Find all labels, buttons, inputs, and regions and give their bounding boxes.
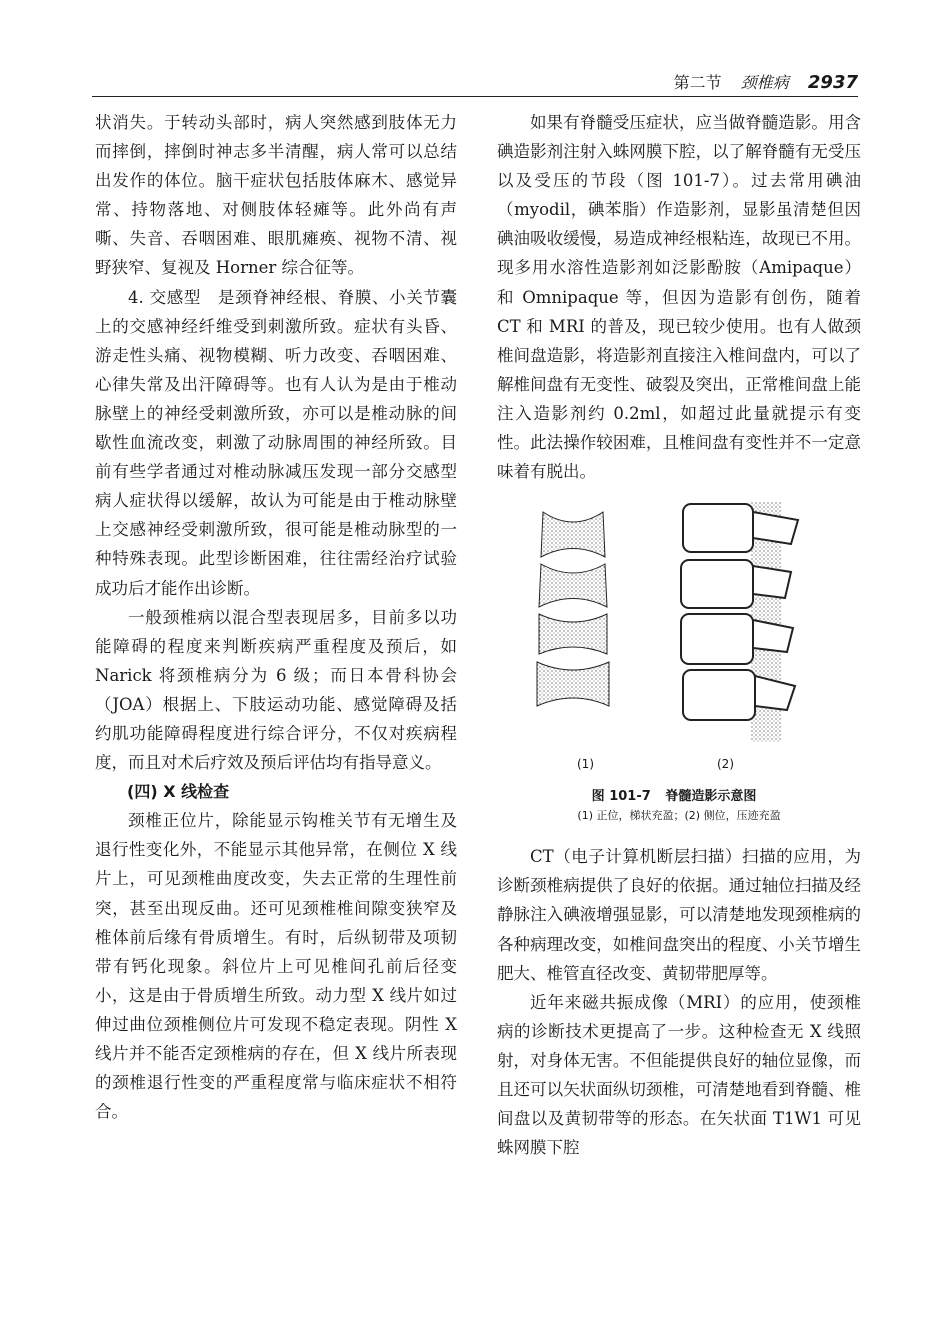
- paragraph: 4. 交感型 是颈脊神经根、脊膜、小关节囊上的交感神经纤维受到刺激所致。症状有头昏、游走性头痛、视物模糊、听力改变、吞咽困难、心律失常及出汗障碍等。也有人认为是由于椎动脉壁上的神经受刺激所致，亦可以是椎动脉的间歇性血流改变，刺激了动脉周围的神经所致。目前有些学者通过对椎动脉减压发现一部分交感型病人症状得以缓解，故认为可能是由于椎动脉壁上交感神经受刺激所致，很可能是椎动脉型的一种特殊表现。此型诊断困难，往往需经治疗试验成功后才能作出诊断。: [95, 287, 457, 598]
- figure-caption: [497, 787, 861, 824]
- contrast-segment: [541, 512, 605, 557]
- figure-subcaption: (1) 正位，梯状充盈；(2) 侧位，压迹充盈: [577, 809, 781, 823]
- spinous-process: [755, 676, 795, 710]
- paragraph: 近年来磁共振成像（MRI）的应用，使颈椎病的诊断技术更提高了一步。这种检查无 X 线照射，对身体无害。不但能提供良好的轴位显像，而且还可以矢状面纵切颈椎，可清楚地看到脊髓、椎间盘以及黄韧带等的形态。在矢状面 T1W1 可见蛛网膜下腔: [497, 992, 861, 1158]
- page-number: 2937: [807, 72, 858, 93]
- spinous-process: [753, 620, 793, 652]
- paragraph: 颈椎正位片，除能显示钩椎关节有无增生及退行性变化外，不能显示其他异常，在侧位 X 线片上，可见颈椎曲度改变，失去正常的生理性前突，甚至出现反曲。还可见颈椎椎间隙变狭窄及椎体前后缘有骨质增生。有时，后纵韧带及项韧带有钙化现象。斜位片上可见椎间孔前后径变小，这是由于骨质增生所致。动力型 X 线片如过伸过曲位颈椎侧位片可发现不稳定表现。阴性 X 线片并不能否定颈椎病的存在，但 X 线片所表现的颈椎退行性变的严重程度常与临床症状不相符合。: [95, 811, 457, 1122]
- contrast-segment: [539, 614, 607, 654]
- right-column: [497, 108, 861, 1162]
- vertebral-body: [681, 560, 753, 608]
- paragraph: 状消失。于转动头部时，病人突然感到肢体无力而摔倒，摔倒时神志多半清醒，病人常可以总结出发作的体位。脑干症状包括肢体麻木、感觉异常、持物落地、对侧肢体轻瘫等。此外尚有声嘶、失音、吞咽困难、眼肌瘫痪、视物不清、视野狭窄、复视及 Horner 综合征等。: [95, 113, 457, 278]
- left-column: [95, 108, 457, 1126]
- contrast-segment: [539, 564, 607, 607]
- figure-number: 图 101-7: [591, 789, 651, 805]
- figure-panel-label: (1): [577, 757, 594, 772]
- spinous-process: [753, 566, 791, 598]
- myelography-illustration: [523, 502, 823, 742]
- contrast-segment: [537, 662, 609, 706]
- paragraph: 如果有脊髓受压症状，应当做脊髓造影。用含碘造影剂注射入蛛网膜下腔，以了解脊髓有无受压以及受压的节段（图 101-7）。过去常用碘油（myodil，碘苯脂）作造影剂，显影虽清楚但因碘油吸收缓慢，易造成神经根粘连，故现已不用。现多用水溶性造影剂如泛影酚胺（Amipaque）和 Omnipaque 等，但因为造影有创伤，随着 CT 和 MRI 的普及，现已较少使用。也有人做颈椎间盘造影，将造影剂直接注入椎间盘内，可以了解椎间盘有无变性、破裂及突出，正常椎间盘上能注入造影剂约 0.2ml，如超过此量就提示有变性。此法操作较困难，且椎间盘有变性并不一定意味着有脱出。: [497, 113, 861, 482]
- ap-view-panel: [537, 512, 609, 706]
- figure-panel-label: (2): [717, 757, 734, 772]
- section-heading: (四) X 线检查: [127, 782, 230, 802]
- vertebral-body: [681, 614, 753, 664]
- spinous-process: [753, 512, 798, 544]
- vertebral-body: [683, 504, 753, 552]
- header-section: 第二节: [673, 73, 722, 92]
- vertebral-body: [683, 670, 755, 720]
- myelography-figure: [497, 502, 861, 842]
- header-topic: 颈椎病: [740, 73, 789, 92]
- paragraph: CT（电子计算机断层扫描）扫描的应用，为诊断颈椎病提供了良好的依据。通过轴位扫描及经静脉注入碘液增强显影，可以清楚地发现颈椎病的各种病理改变，如椎间盘突出的程度、小关节增生肥大、椎管直径改变、黄韧带肥厚等。: [497, 847, 861, 983]
- paragraph: 一般颈椎病以混合型表现居多，目前多以功能障碍的程度来判断疾病严重程度及预后，如 Narick 将颈椎病分为 6 级；而日本骨科协会（JOA）根据上、下肢运动功能、感觉障碍及括约肌功能障碍程度进行综合评分，不仅对疾病程度，而且对术后疗效及预后评估均有指导意义。: [95, 607, 457, 773]
- figure-title: 脊髓造影示意图: [665, 789, 757, 805]
- running-header: [92, 70, 858, 97]
- lateral-view-panel: [681, 502, 798, 742]
